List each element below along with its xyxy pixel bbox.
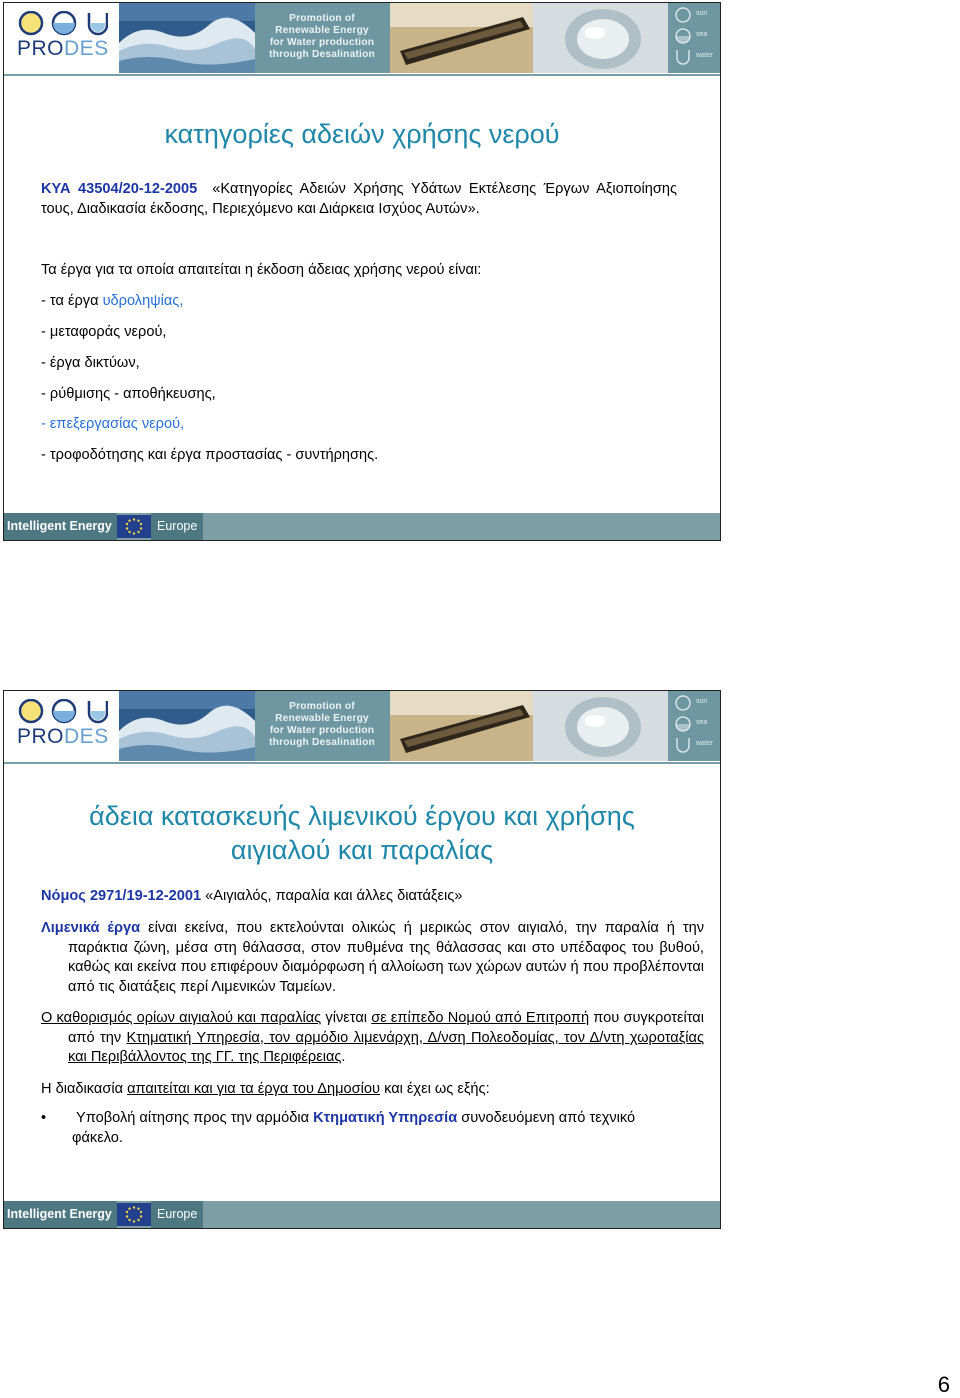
sea-wave-image [119,3,255,73]
footer-program: Intelligent Energy [4,1201,117,1228]
text: Η διαδικασία [41,1081,128,1097]
law-reference [41,887,677,907]
side-label: water [696,52,714,59]
list-item: - επεξεργασίας νερού, [41,416,185,432]
logo-pro: PRO [17,725,65,748]
eu-flag-icon [117,1203,151,1226]
promo-line: Renewable Energy [275,25,369,36]
list-item: - ρύθμισης - αποθήκευσης, [41,386,216,402]
promo-text-box [255,3,390,73]
promo-line: Renewable Energy [275,713,369,724]
underlined-text: σε επίπεδο Νομού από Επιτροπή [371,1010,590,1026]
water-icon [674,48,692,66]
text: . [341,1049,346,1065]
sun-icon [674,6,692,24]
sun-sea-water-panel [668,691,720,761]
paragraph-port-works [41,919,704,997]
law-ref: Νόμος 2971/19-12-2001 [41,888,202,904]
title-line: αιγιαλού και παραλίας [230,835,494,865]
item-prefix: - τα έργα [41,293,103,309]
logo-des: DES [64,37,109,60]
banner-divider [4,762,720,764]
slide-title: κατηγορίες αδειών χρήσης νερού [164,119,560,149]
slide-title [4,799,720,867]
side-item-sea [674,27,720,45]
sea-icon [674,27,692,45]
side-item-sun [674,694,720,712]
solar-collector-image [390,691,533,761]
header-banner [4,3,720,75]
water-glass-image [533,3,668,73]
solar-collector-image [390,3,533,73]
law-desc: «Αιγιαλός, παραλία και άλλες διατάξεις» [201,888,463,904]
intro-text: Τα έργα για τα οποία απαιτείται η έκδοση άδειας χρήσης νερού είναι: [41,262,482,278]
list-item: - μεταφοράς νερού, [41,324,167,340]
sun-icon [674,694,692,712]
side-label: sun [696,698,708,705]
header-banner [4,691,720,763]
underlined-text: Ο καθορισμός ορίων αιγιαλού και παραλίας [41,1010,322,1026]
text: Υποβολή αίτησης προς την αρμόδια [76,1110,314,1126]
list-item: - έργα δικτύων, [41,355,140,371]
paragraph-procedure [41,1080,677,1100]
water-icon [674,736,692,754]
footer-bar [4,513,720,540]
promo-text-box [255,691,390,761]
sun-sea-water-icon [18,11,108,39]
side-item-water [674,736,720,754]
sun-sea-water-icon [18,699,108,727]
text: και έχει ως εξής: [380,1081,490,1097]
side-item-sun [674,6,720,24]
footer-region: Europe [151,513,203,540]
kya-ref: ΚΥΑ 43504/20-12-2005 [41,181,198,197]
side-item-water [674,48,720,66]
text: που συγκροτείται από την [68,1010,704,1046]
promo-line: through Desalination [269,737,375,748]
footer-bar [4,1201,720,1228]
side-label: sea [696,31,708,38]
prodes-logo [4,3,119,73]
bullet-item [41,1109,677,1148]
side-label: sun [696,10,708,17]
list-item: - τροφοδότησης και έργα προστασίας - συντήρησης. [41,447,379,463]
text: γίνεται [321,1010,372,1026]
kya-reference [41,180,677,219]
logo-des: DES [64,725,109,748]
bullet-text [41,1109,677,1148]
bullet-marker: • [41,1110,47,1126]
text: συνοδευόμενη από τεχνικό φάκελο. [72,1110,636,1146]
paragraph-text: είναι εκείνα, που εκτελούνται ολικώς ή μερικώς στον αιγιαλό, την παραλία ή την παράκτια ζώνη, μέσα στη θάλασσα, στον πυθμένα της θάλασσας και στο υπέδαφος του βυθού, καθώς και εκείνα που επιφέρουν διαμόρφωση ή αλλοίωση των χώρων αυτών ή που προβλέπονται από τις διατάξεις περί Λιμενικών Ταμείων. [68,920,704,995]
sea-icon [674,715,692,733]
slide-1 [3,2,721,541]
term-land-service: Κτηματική Υπηρεσία [313,1110,458,1126]
kya-desc: «Κατηγορίες Αδειών Χρήσης Υδάτων Εκτέλεσης Έργων Αξιοποίησης τους, Διαδικασία έκδοσης, Περιεχόμενο και Διάρκεια Ισχύος Αυτών». [41,181,678,217]
underlined-text: απαιτείται και για τα έργα του Δημοσίου [127,1081,381,1097]
page-number: 6 [937,1372,950,1397]
side-item-sea [674,715,720,733]
paragraph-boundaries [41,1009,704,1068]
side-label: water [696,740,714,747]
banner-divider [4,74,720,76]
footer-region: Europe [151,1201,203,1228]
promo-line: through Desalination [269,49,375,60]
sun-sea-water-panel [668,3,720,73]
eu-flag-icon [117,515,151,538]
item-highlight: υδροληψίας, [102,293,184,309]
underlined-text: Κτηματική Υπηρεσία, τον αρμόδιο λιμενάρχη, Δ/νση Πολεοδομίας, τον Δ/ντη χωροταξίας και Περιβάλλοντος της ΓΓ. της Περιφέρειας [68,1029,704,1065]
logo-pro: PRO [17,37,65,60]
prodes-logo [4,691,119,761]
list-item [41,292,677,312]
sea-wave-image [119,691,255,761]
term-port-works: Λιμενικά έργα [41,920,141,936]
side-label: sea [696,719,708,726]
water-glass-image [533,691,668,761]
title-line: άδεια κατασκευής λιμενικού έργου και χρήσης [89,801,635,831]
footer-program: Intelligent Energy [4,513,117,540]
slide-2 [3,690,721,1229]
promo-line: for Water production [269,725,375,736]
promo-line: Promotion of [289,701,355,712]
promo-line: Promotion of [289,13,355,24]
promo-line: for Water production [269,37,375,48]
